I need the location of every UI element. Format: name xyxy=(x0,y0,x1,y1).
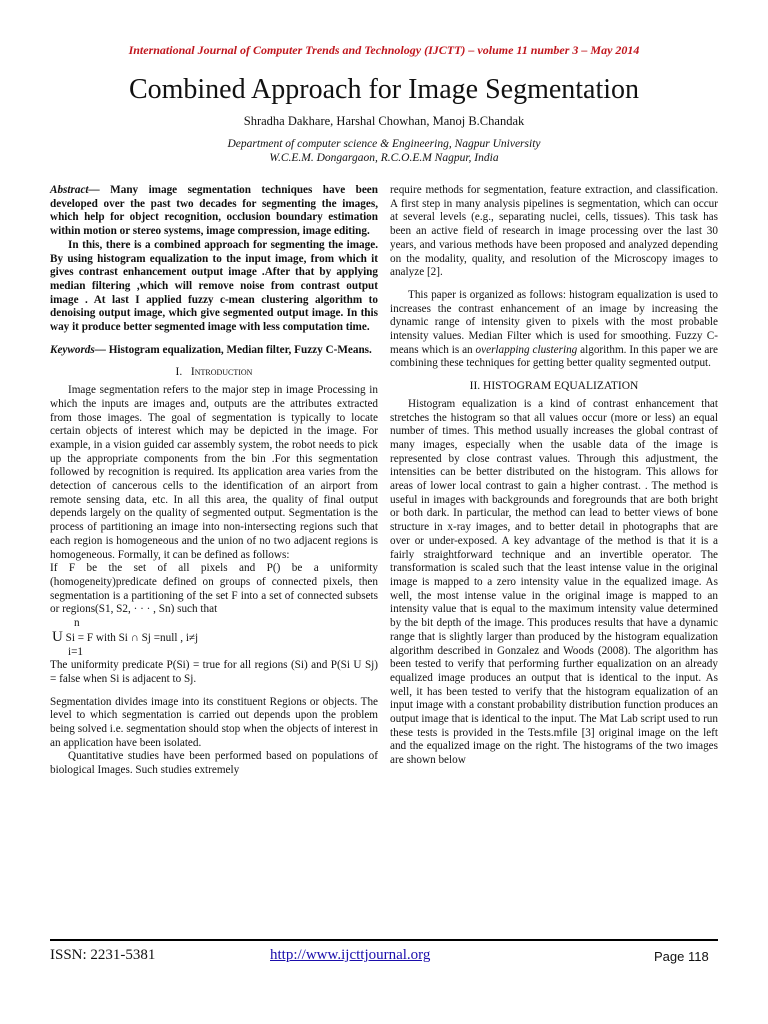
intro-paragraph-2: If F be the set of all pixels and P() be a uniformity (homogeneity)predicate defined on groups of connected pixels, then segmentation is a partitioning of the set F into a set of connected subsets or regions(S1, S2, · · · , Sn) such that xyxy=(50,562,378,616)
abstract-text: Many image segmentation techniques have been developed over the past two decades for segmenting the images, which help for object recognition, occlusion boundary estimation within motion or stereo systems, image compression, image editing. xyxy=(50,184,378,238)
abstract-text-2: In this, there is a combined approach for segmenting the image. By using histogram equalization to the input image, from which it gives contrast enhancement output image .After that by applying median filtering ,which will remove noise from contrast output image . At last I applied fuzzy c-mean clustering algorithm to denoising output image, which give segmented output image. In this way it produce better segmented image with less computation time. xyxy=(50,238,378,334)
affiliation-line-2: W.C.E.M. Dongargaon, R.C.O.E.M Nagpur, India xyxy=(269,152,499,164)
right-column xyxy=(390,184,718,768)
paper-title: Combined Approach for Image Segmentation xyxy=(128,74,640,105)
authors: Shradha Dakhare, Harshal Chowhan, Manoj B.Chandak xyxy=(243,114,525,128)
section-title: Introduction xyxy=(190,366,253,379)
intro-paragraph-5: Quantitative studies have been performed based on populations of biological Images. Such studies extremely xyxy=(50,750,378,777)
right-paragraph-2-emphasis: overlapping clustering xyxy=(475,343,578,356)
section-heading-introduction xyxy=(50,366,378,380)
abstract xyxy=(50,184,378,239)
intro-paragraph-1: Image segmentation refers to the major step in image Processing in which the inputs are images and, outputs are the attributes extracted from those images. The goal of segmentation is typically to locate certain objects of interest which may be depicted in the image. For example, in a vision guided car assembly system, the robot needs to pick up the appropriate components from the bin .For this segmentation followed by recognition is required. Its application area varies from the detection of cancerous cells to the identification of an airport from remote sensing data, etc. In all this area, the quality of final output depends largely on the quality of segmented output. Segmentation is the process of partitioning an image into non-intersecting regions such that each region is homogeneous and the union of no two adjacent regions is homogeneous. Formally, it can be defined as follows: xyxy=(50,384,378,561)
footer-page-number: Page 118 xyxy=(654,949,709,964)
keywords-label: Keywords— xyxy=(50,343,106,356)
abstract-label: Abstract— xyxy=(50,184,100,196)
formula-body: Si = F with Si ∩ Sj =null , i≠j xyxy=(62,631,199,644)
right-paragraph-1: require methods for segmentation, feature extraction, and classification. A first step in many analysis pipelines is segmentation, which can occur at several levels (e.g., separating nuclei, cells, tissues). This task has been an active field of research in image processing over the last 30 years, and various methods have been proposed and analyzed depending on the modality, quality, and resolution of the Microscopy images to analyze [2]. xyxy=(390,184,718,279)
section-number: I. xyxy=(175,366,183,379)
intro-paragraph-4: Segmentation divides image into its constituent Regions or objects. The level to which segmentation is carried out depends upon the problem being solved i.e. segmentation should stop when the objects of interest in an application have been isolated. xyxy=(50,695,378,749)
formula-upper-limit: n xyxy=(74,617,80,630)
footer-journal-link[interactable]: http://www.ijcttjournal.org xyxy=(270,947,431,963)
affiliation-line-1: Department of computer science & Engineering, Nagpur University xyxy=(227,138,541,150)
keywords-text: Histogram equalization, Median filter, Fuzzy C-Means. xyxy=(105,343,372,356)
keywords xyxy=(50,344,378,358)
journal-header: International Journal of Computer Trends and Technology (IJCTT) – volume 11 number 3 – May 2014 xyxy=(128,43,640,57)
right-paragraph-2-b: algorithm. In this paper we are combining these techniques for getting better quality segmented output. xyxy=(390,343,718,370)
formula-lower-limit: i=1 xyxy=(68,645,84,658)
intro-paragraph-3: The uniformity predicate P(Si) = true for all regions (Si) and P(Si U Sj) = false when Si is adjacent to Sj. xyxy=(50,659,378,685)
right-paragraph-3: Histogram equalization is a kind of contrast enhancement that stretches the histogram so that all values occur (more or less) an equal number of times. This method usually increases the global contrast of many images, especially when the usable data of the image is represented by close contrast values. Through this adjustment, the intensities can be better distributed on the histogram. This allows for areas of lower local contrast to gain a higher contrast. . The method is useful in images with backgrounds and foregrounds that are both bright or both dark. In particular, the method can lead to better views of bone structure in x-ray images, and to better detail in photographs that are over or under-exposed. A key advantage of the method is that it is a fairly straightforward technique and an invertible operator. The transformation is scaled such that the least intense value in the original image is mapped to a zero intensity value in the equalized image. As well, the most intense value in the original image is mapped to an intensity value that is equal to the maximum intensity value determined by the bit depth of the image. This produces results that have a dynamic range that is slightly larger than produced by the histogram equalization algorithm described in Gonzalez and Woods (2008). The algorithm has been tested to verify that performing further equalization on an already equalized image produces an output that is identical to the input. As well, it has been tested to verify that the histogram equalization of an input image with a constant probability distribution function produces an output image that is identical to the input. The Mat Lab script used to run these tests is provided in the Tests.mfile [3] original image on the left and the equalized image on the right. The histograms of the two images are shown below xyxy=(390,397,718,767)
union-symbol: U xyxy=(52,628,63,645)
footer-divider xyxy=(50,939,718,941)
right-paragraph-2 xyxy=(390,289,718,371)
footer-issn: ISSN: 2231-5381 xyxy=(50,947,156,963)
formula xyxy=(50,628,378,646)
right-paragraph-2-a: This paper is organized as follows: histogram equalization is used to increases the contrast enhancement of an image by increasing the dynamic range of intensity given to pixels with the most probable intensity values. Median Filter which is used for smoothing. Fuzzy C-means which is an xyxy=(390,288,718,356)
left-column xyxy=(50,184,378,778)
section-heading-histogram: II. HISTOGRAM EQUALIZATION xyxy=(469,380,639,393)
